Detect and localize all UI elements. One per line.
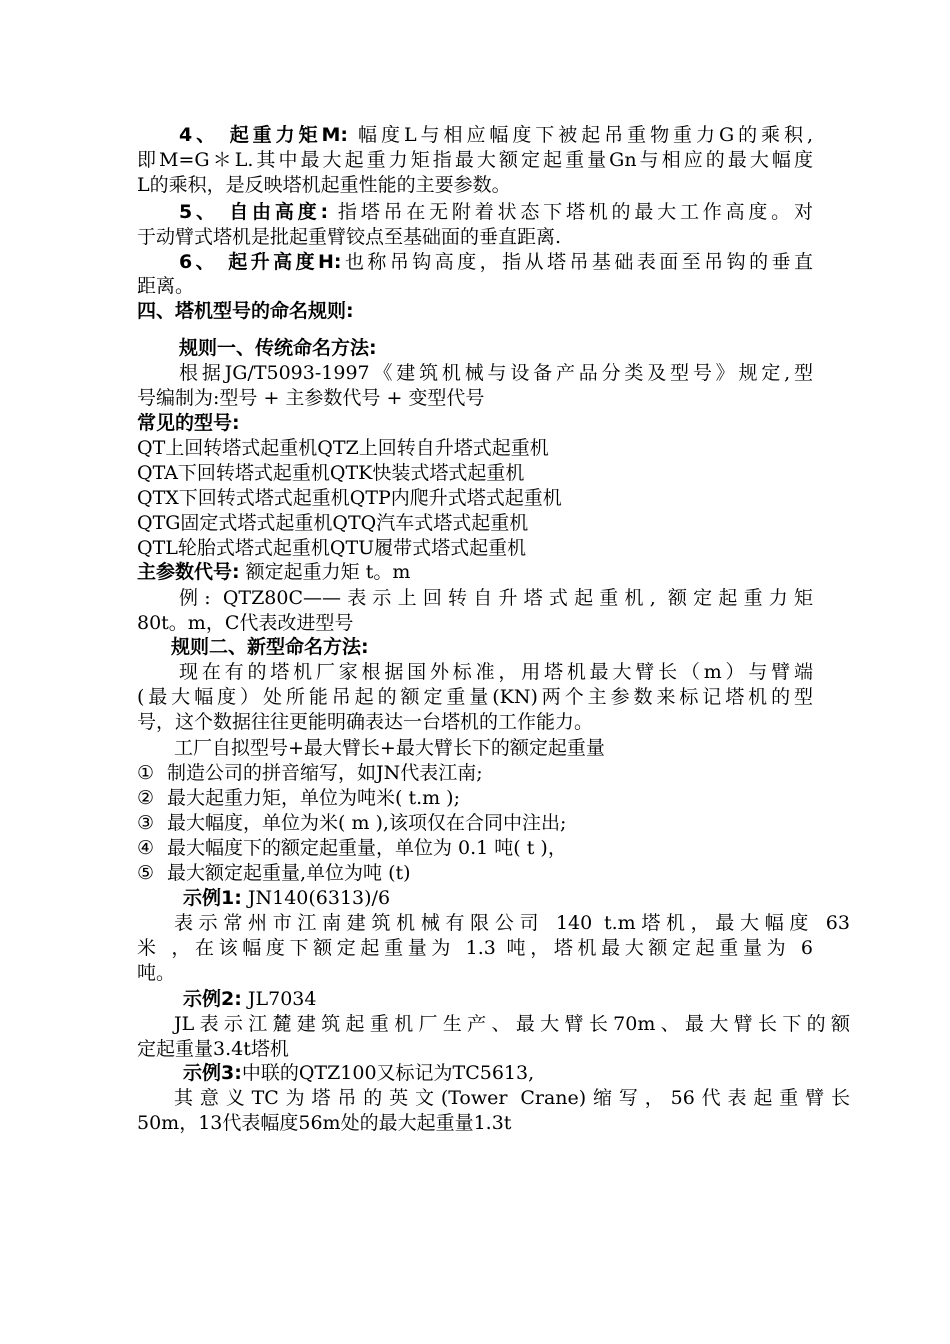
list-item [137, 861, 411, 885]
list-item-text: 最大幅度下的额定起重量，单位为 0.1 吨( t )， [167, 837, 567, 859]
list-marker: ⑤ [137, 862, 155, 884]
example-3-text: 中联的QTZ100又标记为TC5613, [241, 1062, 535, 1084]
paragraph-line: 即M=G＊L.其中最大起重力矩指最大额定起重量Gn与相应的最大幅度 [137, 149, 813, 171]
list-item [137, 761, 483, 785]
list-item-text: 最大起重力矩，单位为吨米( t.m ); [167, 787, 460, 809]
paragraph-line: 表示常州市江南建筑机械有限公司 140 t.m塔机，最大幅度 63 [174, 912, 850, 934]
paragraph-line: 距离。 [137, 275, 195, 297]
item-5-text: 指塔吊在无附着状态下塔机的最大工作高度。对 [328, 201, 813, 223]
paragraph-line: 米 ，在该幅度下额定起重量为 1.3 吨，塔机最大额定起重量为 6 [137, 937, 813, 959]
list-item [137, 836, 567, 860]
item-6-label: 6、 起升高度H: [179, 251, 342, 273]
model-line: QT上回转塔式起重机QTZ上回转自升塔式起重机 [137, 437, 549, 459]
paragraph-line: 根据JG/T5093-1997《建筑机械与设备产品分类及型号》规定,型 [179, 362, 813, 384]
item-6-line [179, 250, 813, 274]
paragraph-line: L的乘积，是反映塔机起重性能的主要参数。 [137, 174, 511, 196]
example-3-label: 示例3: [183, 1062, 242, 1084]
item-4-line [179, 123, 813, 147]
list-marker: ④ [137, 837, 155, 859]
example-1-line [183, 886, 390, 910]
item-4-text: 幅度L与相应幅度下被起吊重物重力G的乘积, [348, 124, 813, 146]
example-2-code: JL7034 [241, 988, 317, 1010]
paragraph-line: 号编制为:型号 + 主参数代号 + 变型代号 [137, 387, 485, 409]
list-marker: ③ [137, 812, 155, 834]
example-2-label: 示例2: [183, 988, 242, 1010]
list-item-text: 最大额定起重量,单位为吨 (t) [167, 862, 411, 884]
paragraph-line: 工厂自拟型号+最大臂长+最大臂长下的额定起重量 [174, 737, 605, 759]
paragraph-line: 吨。 [137, 962, 176, 984]
main-param-label: 主参数代号: [137, 561, 240, 583]
example-1-label: 示例1: [183, 887, 242, 909]
main-param-line [137, 560, 410, 584]
paragraph-line: 定起重量3.4t塔机 [137, 1038, 289, 1060]
paragraph-line: JL表示江麓建筑起重机厂生产、最大臂长70m、最大臂长下的额 [174, 1013, 850, 1035]
rule-one-heading: 规则一、传统命名方法: [179, 337, 377, 359]
paragraph-line: 80t。m，C代表改进型号 [137, 612, 354, 634]
item-6-text: 也称吊钩高度，指从塔吊基础表面至吊钩的垂直 [341, 251, 813, 273]
example-line: 例: QTZ80C——表示上回转自升塔式起重机, 额定起重力矩 [179, 587, 813, 609]
list-item [137, 811, 566, 835]
model-line: QTA下回转塔式起重机QTK快装式塔式起重机 [137, 462, 525, 484]
example-1-code: JN140(6313)/6 [241, 887, 391, 909]
section-heading: 四、塔机型号的命名规则: [137, 300, 354, 322]
list-item [137, 786, 460, 810]
paragraph-line: 其意义TC为塔吊的英文(Tower Crane)缩写，56代表起重臂长 [174, 1087, 850, 1109]
list-item-text: 制造公司的拼音缩写，如JN代表江南; [167, 762, 483, 784]
paragraph-line: 现在有的塔机厂家根据国外标准，用塔机最大臂长（m）与臂端 [179, 661, 813, 683]
paragraph-line: 号，这个数据往往更能明确表达一台塔机的工作能力。 [137, 711, 594, 733]
model-line: QTL轮胎式塔式起重机QTU履带式塔式起重机 [137, 537, 527, 559]
list-marker: ① [137, 762, 155, 784]
model-line: QTG固定式塔式起重机QTQ汽车式塔式起重机 [137, 512, 529, 534]
model-line: QTX下回转式塔式起重机QTP内爬升式塔式起重机 [137, 487, 562, 509]
main-param-text: 额定起重力矩 t。m [239, 561, 411, 583]
paragraph-line: (最大幅度）处所能吊起的额定重量(KN)两个主参数来标记塔机的型 [137, 686, 813, 708]
example-2-line [183, 987, 316, 1011]
example-3-line [183, 1061, 534, 1085]
item-5-line [179, 200, 813, 224]
common-models-heading: 常见的型号: [137, 412, 240, 434]
item-4-label: 4、 起重力矩M: [179, 124, 349, 146]
item-5-label: 5、 自由高度: [179, 201, 329, 223]
paragraph-line: 50m，13代表幅度56m处的最大起重量1.3t [137, 1112, 512, 1134]
paragraph-line: 于动臂式塔机是批起重臂铰点至基础面的垂直距离. [137, 226, 562, 248]
list-item-text: 最大幅度，单位为米( m ),该项仅在合同中注出; [167, 812, 567, 834]
rule-two-heading: 规则二、新型命名方法: [171, 636, 369, 658]
list-marker: ② [137, 787, 155, 809]
